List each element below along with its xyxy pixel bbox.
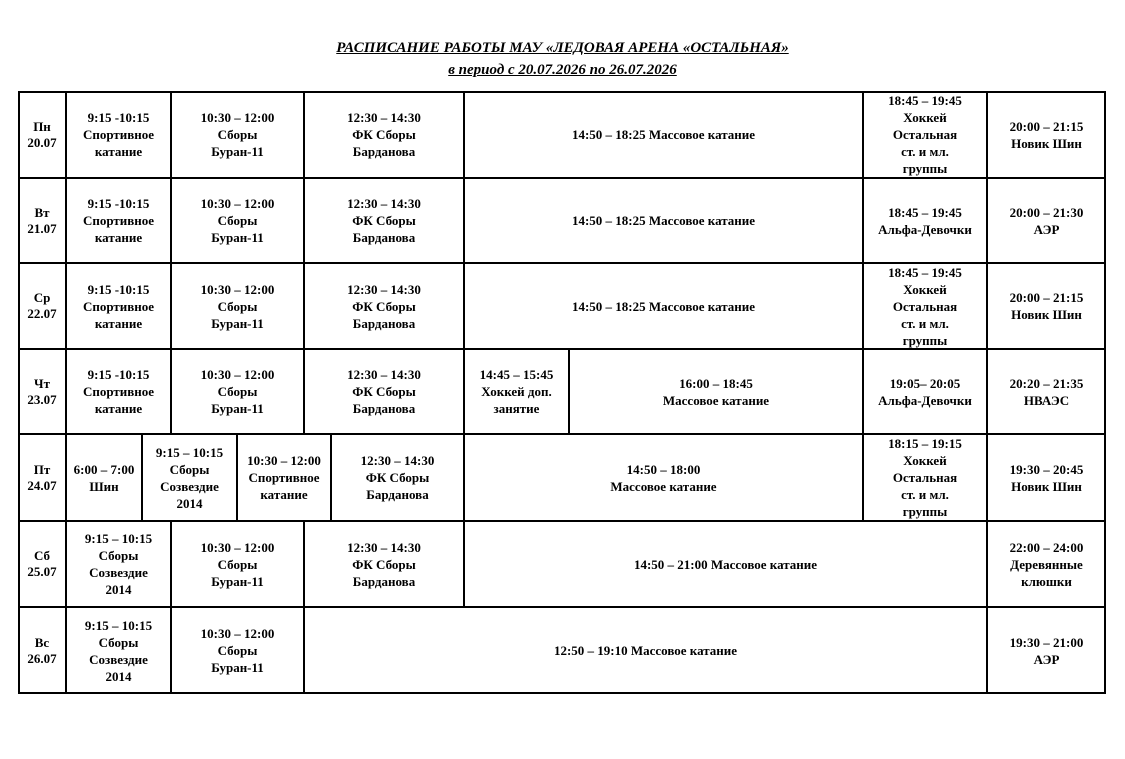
- session-text: 10:30 – 12:00 Сборы Буран-11: [200, 367, 275, 416]
- session-text: 12:50 – 19:10 Массовое катание: [553, 643, 738, 658]
- session-text: 18:45 – 19:45 Хоккей Остальная ст. и мл. группы: [888, 264, 962, 348]
- day-cell: [19, 350, 65, 433]
- session-cell: [172, 522, 303, 606]
- session-text: 9:15 -10:15 Спортивное катание: [82, 196, 155, 245]
- session-cell: [67, 435, 141, 520]
- session-text: 12:30 – 14:30 ФК Сборы Барданова: [347, 196, 421, 245]
- session-cell: [465, 92, 862, 177]
- session-text: 14:50 – 18:00 Массовое катание: [610, 461, 717, 494]
- session-text: 9:15 -10:15 Спортивное катание: [82, 110, 155, 159]
- session-text: 14:50 – 18:25 Массовое катание: [571, 213, 756, 228]
- session-cell: [465, 350, 568, 433]
- day-label: Ср 22.07: [27, 290, 57, 321]
- session-text: 14:45 – 15:45 Хоккей доп. занятие: [479, 367, 554, 416]
- session-cell: [465, 435, 862, 520]
- session-text: 6:00 – 7:00 Шин: [73, 461, 135, 494]
- session-cell: [864, 435, 986, 520]
- session-text: 10:30 – 12:00 Сборы Буран-11: [200, 281, 275, 331]
- session-cell: [864, 264, 986, 348]
- session-cell: [172, 608, 303, 693]
- session-text: 20:20 – 21:35 НВАЭС: [1009, 375, 1084, 408]
- session-cell: [67, 608, 170, 693]
- day-label: Вс 26.07: [27, 634, 57, 666]
- day-label: Пн 20.07: [27, 118, 57, 150]
- session-text: 9:15 – 10:15 Сборы Созвездие 2014: [84, 617, 153, 684]
- session-cell: [67, 350, 170, 433]
- day-label: Пт 24.07: [27, 461, 57, 493]
- session-text: 12:30 – 14:30 ФК Сборы Барданова: [347, 539, 421, 589]
- session-cell: [143, 435, 236, 520]
- session-cell: [305, 608, 986, 693]
- session-cell: [864, 179, 986, 262]
- session-cell: [570, 350, 862, 433]
- session-text: 10:30 – 12:00 Сборы Буран-11: [200, 539, 275, 589]
- session-cell: [988, 179, 1105, 262]
- session-text: 20:00 – 21:15 Новик Шин: [1009, 118, 1084, 151]
- session-text: 10:30 – 12:00 Сборы Буран-11: [200, 110, 275, 159]
- session-cell: [988, 435, 1105, 520]
- session-cell: [172, 179, 303, 262]
- session-text: 12:30 – 14:30 ФК Сборы Барданова: [347, 367, 421, 416]
- session-text: 14:50 – 18:25 Массовое катание: [571, 298, 756, 314]
- day-cell: [19, 522, 65, 606]
- session-text: 19:05– 20:05 Альфа-Девочки: [878, 375, 972, 408]
- day-cell: [19, 608, 65, 693]
- session-text: 18:15 – 19:15 Хоккей Остальная ст. и мл. группы: [888, 436, 962, 519]
- session-cell: [305, 522, 463, 606]
- session-text: 19:30 – 21:00 АЭР: [1009, 634, 1084, 667]
- session-cell: [172, 350, 303, 433]
- session-cell: [67, 92, 170, 177]
- day-label: Чт 23.07: [27, 375, 57, 407]
- session-text: 12:30 – 14:30 ФК Сборы Барданова: [360, 453, 435, 502]
- session-text: 9:15 -10:15 Спортивное катание: [82, 367, 155, 416]
- session-cell: [988, 92, 1105, 177]
- session-text: 16:00 – 18:45 Массовое катание: [662, 375, 770, 408]
- session-text: 19:30 – 20:45 Новик Шин: [1009, 461, 1084, 494]
- session-cell: [238, 435, 330, 520]
- session-cell: [332, 435, 463, 520]
- session-cell: [988, 264, 1105, 348]
- session-cell: [988, 608, 1105, 693]
- session-cell: [67, 522, 170, 606]
- day-label: Сб 25.07: [27, 548, 57, 579]
- session-text: 10:30 – 12:00 Сборы Буран-11: [200, 196, 275, 245]
- day-cell: [19, 179, 65, 262]
- session-cell: [172, 264, 303, 348]
- session-cell: [67, 264, 170, 348]
- session-text: 22:00 – 24:00 Деревянные клюшки: [1009, 539, 1084, 589]
- session-cell: [988, 350, 1105, 433]
- session-text: 18:45 – 19:45 Хоккей Остальная ст. и мл. группы: [888, 93, 962, 176]
- session-cell: [465, 264, 862, 348]
- day-cell: [19, 92, 65, 177]
- day-cell: [19, 264, 65, 348]
- day-label: Вт 21.07: [27, 204, 57, 236]
- session-text: 9:15 – 10:15 Сборы Созвездие 2014: [155, 444, 224, 511]
- session-text: 20:00 – 21:15 Новик Шин: [1009, 290, 1084, 322]
- session-text: 10:30 – 12:00 Сборы Буран-11: [200, 626, 275, 675]
- session-cell: [988, 522, 1105, 606]
- session-cell: [864, 92, 986, 177]
- page-title: РАСПИСАНИЕ РАБОТЫ МАУ «ЛЕДОВАЯ АРЕНА «ОСТАЛЬНАЯ»: [336, 40, 789, 56]
- session-cell: [305, 92, 463, 177]
- session-cell: [465, 522, 986, 606]
- session-text: 20:00 – 21:30 АЭР: [1009, 204, 1084, 237]
- session-text: 12:30 – 14:30 ФК Сборы Барданова: [347, 281, 421, 331]
- session-cell: [172, 92, 303, 177]
- session-cell: [465, 179, 862, 262]
- session-text: 9:15 -10:15 Спортивное катание: [82, 281, 155, 331]
- session-cell: [305, 179, 463, 262]
- session-text: 18:45 – 19:45 Альфа-Девочки: [878, 204, 972, 237]
- session-text: 14:50 – 21:00 Массовое катание: [633, 556, 818, 572]
- session-cell: [305, 264, 463, 348]
- schedule-table: [18, 91, 1106, 694]
- session-cell: [305, 350, 463, 433]
- session-text: 10:30 – 12:00 Спортивное катание: [247, 453, 321, 502]
- session-text: 9:15 – 10:15 Сборы Созвездие 2014: [84, 531, 153, 597]
- session-text: 12:30 – 14:30 ФК Сборы Барданова: [347, 110, 421, 159]
- period-subtitle: в период с 20.07.2026 по 26.07.2026: [448, 62, 677, 78]
- session-cell: [864, 350, 986, 433]
- session-cell: [67, 179, 170, 262]
- session-text: 14:50 – 18:25 Массовое катание: [571, 127, 756, 142]
- day-cell: [19, 435, 65, 520]
